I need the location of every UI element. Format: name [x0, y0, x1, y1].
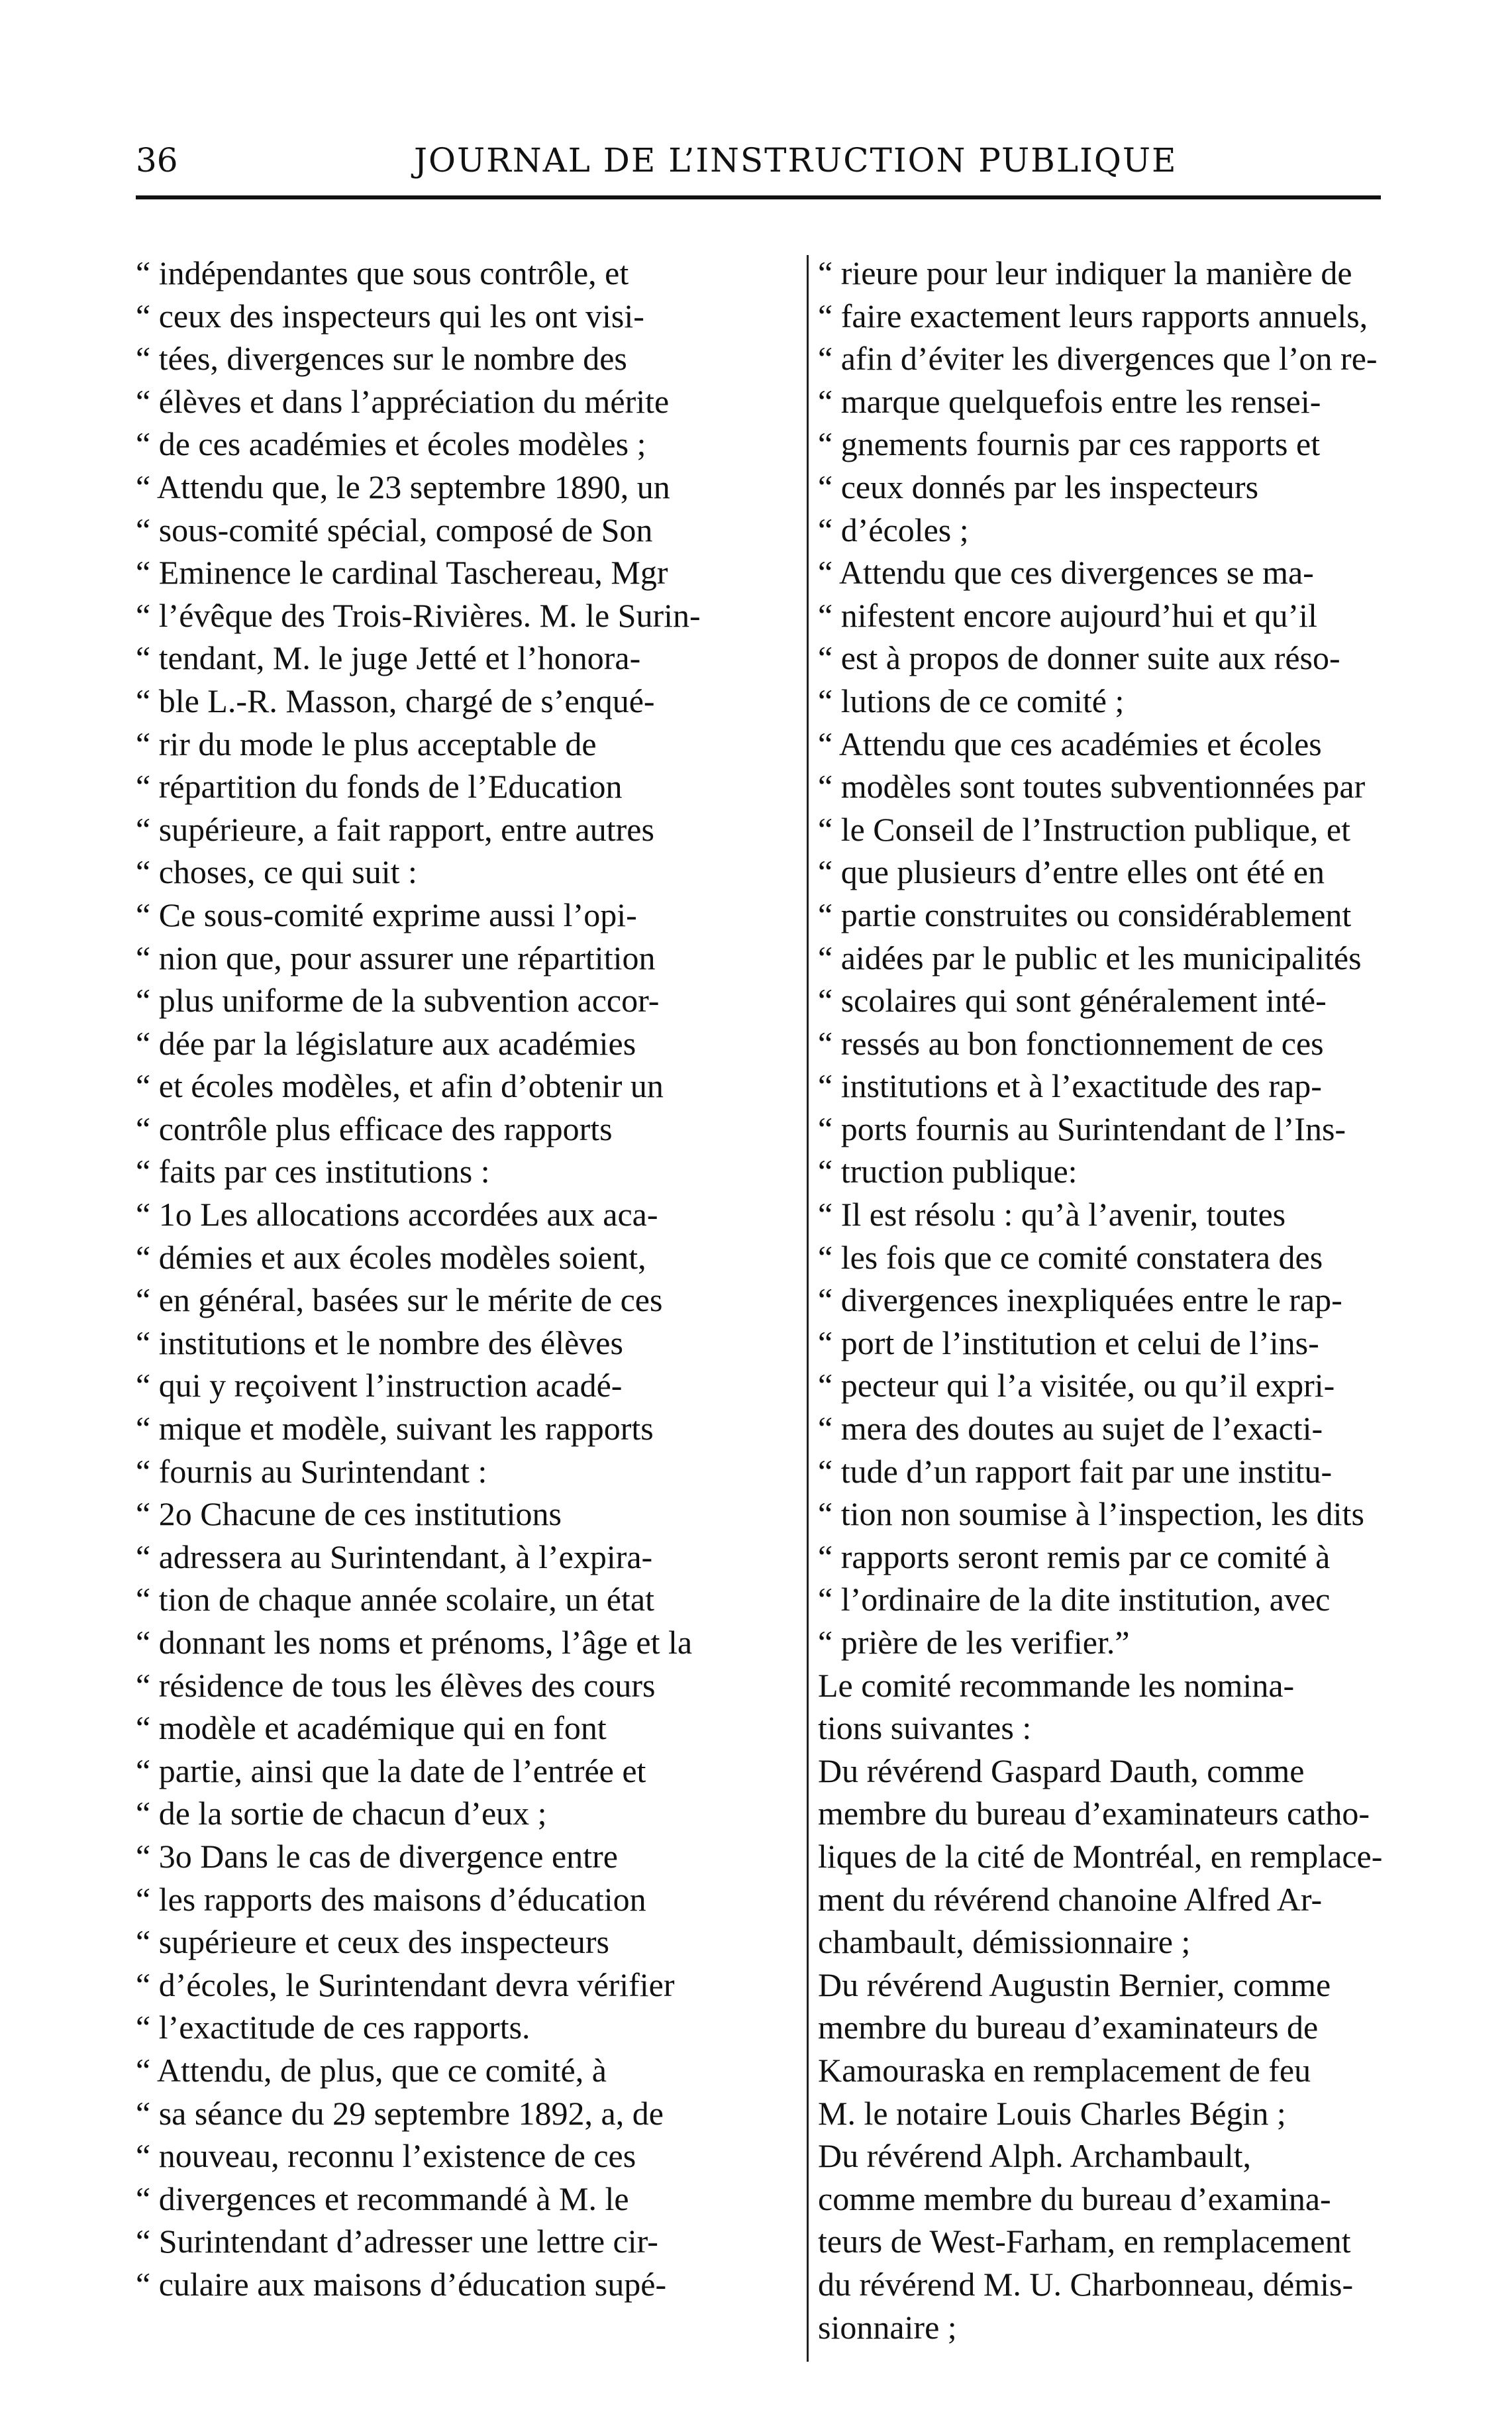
- text-line: “ l’ordinaire de la dite institution, avec: [818, 1581, 1331, 1618]
- text-line: “ ceux donnés par les inspecteurs: [818, 468, 1259, 505]
- running-title: JOURNAL DE L’INSTRUCTION PUBLIQUE: [414, 141, 1178, 180]
- text-line: tions suivantes :: [818, 1709, 1032, 1747]
- text-line: “ culaire aux maisons d’éducation supé-: [136, 2265, 667, 2303]
- text-line: “ tendant, M. le juge Jetté et l’honora-: [136, 639, 641, 677]
- text-line: teurs de West-Farham, en remplacement: [818, 2223, 1351, 2260]
- text-line: “ tées, divergences sur le nombre des: [136, 340, 627, 378]
- text-line: “ élèves et dans l’appréciation du mérite: [136, 382, 670, 420]
- text-line: “ et écoles modèles, et afin d’obtenir un: [136, 1067, 664, 1105]
- text-line: “ répartition du fonds de l’Education: [136, 768, 623, 806]
- text-line: “ sous-comité spécial, composé de Son: [136, 511, 653, 549]
- text-line: “ fournis au Surintendant :: [136, 1452, 487, 1490]
- text-line: Du révérend Alph. Archambault,: [818, 2137, 1251, 2175]
- page-header: [136, 136, 1381, 189]
- text-line: “ ble L.-R. Masson, chargé de s’enqué-: [136, 682, 655, 719]
- text-line: “ mera des doutes au sujet de l’exacti-: [818, 1410, 1323, 1448]
- text-line: “ ressés au bon fonctionnement de ces: [818, 1024, 1324, 1062]
- text-line: “ partie construites ou considérablement: [818, 896, 1352, 933]
- text-line: “ institutions et le nombre des élèves: [136, 1324, 623, 1361]
- text-line: “ faire exactement leurs rapports annuels,: [818, 297, 1368, 335]
- text-line: comme membre du bureau d’examina-: [818, 2180, 1331, 2217]
- text-line: “ institutions et à l’exactitude des rap-: [818, 1067, 1322, 1105]
- text-line: “ truction publique:: [818, 1153, 1078, 1190]
- text-line: M. le notaire Louis Charles Bégin ;: [818, 2094, 1286, 2132]
- text-line: “ est à propos de donner suite aux réso-: [818, 639, 1340, 677]
- text-line: “ donnant les noms et prénoms, l’âge et la: [136, 1624, 693, 1661]
- text-line: “ dée par la législature aux académies: [136, 1024, 636, 1062]
- text-line: “ rieure pour leur indiquer la manière de: [818, 254, 1352, 291]
- text-line: “ l’évêque des Trois-Rivières. M. le Surin-: [136, 596, 701, 634]
- text-line: Du révérend Augustin Bernier, comme: [818, 1966, 1331, 2003]
- text-line: “ 3o Dans le cas de divergence entre: [136, 1837, 618, 1875]
- text-line: “ adressera au Surintendant, à l’expira-: [136, 1538, 653, 1575]
- text-line: chambault, démissionnaire ;: [818, 1923, 1191, 1961]
- text-line: “ tion non soumise à l’inspection, les dits: [818, 1495, 1364, 1533]
- left-column: [136, 252, 798, 2306]
- text-line: “ lutions de ce comité ;: [818, 682, 1125, 719]
- text-line: “ prière de les verifier.”: [818, 1624, 1130, 1661]
- column-divider: [807, 255, 809, 2362]
- text-line: “ faits par ces institutions :: [136, 1153, 490, 1190]
- text-line: liques de la cité de Montréal, en remplace-: [818, 1837, 1383, 1875]
- text-line: “ tion de chaque année scolaire, un état: [136, 1581, 654, 1618]
- text-line: “ supérieure et ceux des inspecteurs: [136, 1923, 609, 1961]
- text-line: “ Attendu que, le 23 septembre 1890, un: [136, 468, 670, 505]
- text-line: “ les rapports des maisons d’éducation: [136, 1880, 646, 1918]
- text-line: “ rir du mode le plus acceptable de: [136, 725, 597, 763]
- text-line: “ Attendu que ces académies et écoles: [818, 725, 1322, 763]
- text-line: “ indépendantes que sous contrôle, et: [136, 254, 629, 291]
- text-line: “ divergences inexpliquées entre le rap-: [818, 1281, 1342, 1319]
- text-line: “ choses, ce qui suit :: [136, 853, 417, 891]
- text-line: “ l’exactitude de ces rapports.: [136, 2009, 530, 2046]
- text-line: membre du bureau d’examinateurs catho-: [818, 1795, 1370, 1832]
- text-line: “ de la sortie de chacun d’eux ;: [136, 1795, 547, 1832]
- text-line: “ afin d’éviter les divergences que l’on re-: [818, 340, 1378, 378]
- text-line: “ partie, ainsi que la date de l’entrée et: [136, 1752, 646, 1789]
- text-line: du révérend M. U. Charbonneau, démis-: [818, 2265, 1354, 2303]
- text-line: “ scolaires qui sont généralement inté-: [818, 982, 1327, 1020]
- text-line: “ supérieure, a fait rapport, entre autres: [136, 810, 654, 848]
- text-line: Du révérend Gaspard Dauth, comme: [818, 1752, 1305, 1789]
- header-rule: [136, 195, 1381, 199]
- text-line: “ sa séance du 29 septembre 1892, a, de: [136, 2094, 664, 2132]
- text-line: membre du bureau d’examinateurs de: [818, 2009, 1319, 2046]
- text-line: “ 1o Les allocations accordées aux aca-: [136, 1196, 658, 1234]
- text-line: Kamouraska en remplacement de feu: [818, 2051, 1311, 2089]
- text-line: “ mique et modèle, suivant les rapports: [136, 1410, 654, 1448]
- text-line: “ port de l’institution et celui de l’ins-: [818, 1324, 1319, 1361]
- text-line: “ modèles sont toutes subventionnées par: [818, 768, 1366, 806]
- text-line: “ démies et aux écoles modèles soient,: [136, 1238, 646, 1276]
- text-line: “ Attendu que ces divergences se ma-: [818, 554, 1314, 592]
- text-line: “ tude d’un rapport fait par une institu-: [818, 1452, 1333, 1490]
- text-line: “ 2o Chacune de ces institutions: [136, 1495, 562, 1533]
- text-line: “ en général, basées sur le mérite de ces: [136, 1281, 663, 1319]
- text-line: “ ceux des inspecteurs qui les ont visi-: [136, 297, 644, 335]
- text-line: “ gnements fournis par ces rapports et: [818, 425, 1321, 463]
- text-line: “ Surintendant d’adresser une lettre cir-: [136, 2223, 658, 2260]
- text-line: “ ports fournis au Surintendant de l’Ins-: [818, 1110, 1346, 1147]
- text-line: “ divergences et recommandé à M. le: [136, 2180, 629, 2217]
- text-line: “ qui y reçoivent l’instruction acadé-: [136, 1367, 623, 1404]
- text-line: “ d’écoles, le Surintendant devra vérifier: [136, 1966, 675, 2003]
- text-line: “ modèle et académique qui en font: [136, 1709, 607, 1747]
- text-line: “ les fois que ce comité constatera des: [818, 1238, 1323, 1276]
- text-line: “ nifestent encore aujourd’hui et qu’il: [818, 596, 1317, 634]
- text-line: “ pecteur qui l’a visitée, ou qu’il expri-: [818, 1367, 1335, 1404]
- text-line: “ plus uniforme de la subvention accor-: [136, 982, 660, 1020]
- text-line: ment du révérend chanoine Alfred Ar-: [818, 1880, 1323, 1918]
- page-number: 36: [136, 141, 178, 180]
- right-column: [818, 252, 1480, 2348]
- text-line: sionnaire ;: [818, 2308, 957, 2346]
- text-line: “ Eminence le cardinal Taschereau, Mgr: [136, 554, 668, 592]
- text-line: “ d’écoles ;: [818, 511, 969, 549]
- text-line: “ nouveau, reconnu l’existence de ces: [136, 2137, 636, 2175]
- text-line: “ rapports seront remis par ce comité à: [818, 1538, 1331, 1575]
- text-line: “ Ce sous-comité exprime aussi l’opi-: [136, 896, 637, 933]
- text-line: “ Il est résolu : qu’à l’avenir, toutes: [818, 1196, 1286, 1234]
- text-line: “ que plusieurs d’entre elles ont été en: [818, 853, 1325, 891]
- text-line: Le comité recommande les nomina-: [818, 1666, 1295, 1704]
- text-line: “ contrôle plus efficace des rapports: [136, 1110, 613, 1147]
- text-line: “ aidées par le public et les municipalités: [818, 939, 1362, 976]
- text-line: “ nion que, pour assurer une répartition: [136, 939, 656, 976]
- text-line: “ marque quelquefois entre les rensei-: [818, 382, 1321, 420]
- text-line: “ de ces académies et écoles modèles ;: [136, 425, 646, 463]
- text-line: “ Attendu, de plus, que ce comité, à: [136, 2051, 607, 2089]
- text-line: “ le Conseil de l’Instruction publique, et: [818, 810, 1350, 848]
- text-line: “ résidence de tous les élèves des cours: [136, 1666, 656, 1704]
